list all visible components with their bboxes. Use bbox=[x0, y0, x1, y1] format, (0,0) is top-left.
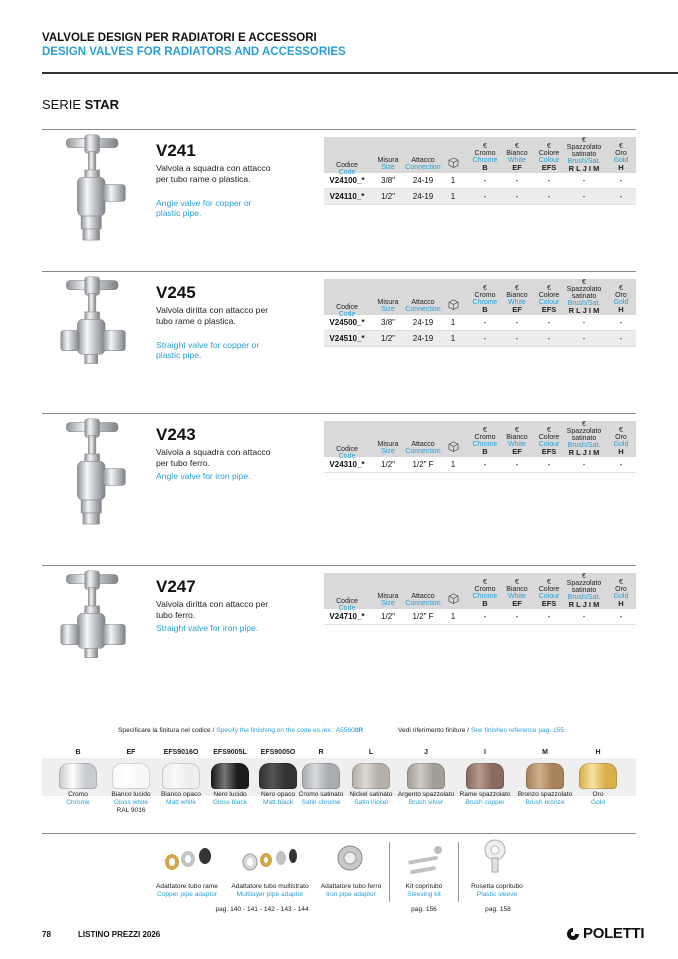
series-name: STAR bbox=[84, 97, 120, 112]
table-header-white-it: Bianco bbox=[506, 586, 528, 593]
page-number: 78 bbox=[42, 930, 51, 939]
table-header-euro: € bbox=[547, 285, 551, 292]
table-header-code-it: Codice bbox=[336, 162, 358, 169]
table-header-size-it: Misura bbox=[377, 299, 399, 306]
finish-name-en: Satin chrome bbox=[301, 799, 341, 806]
finish-code: EFS9005O bbox=[260, 749, 296, 756]
table-header-chrome-it: Cromo bbox=[474, 586, 496, 593]
finish-cap-swatch bbox=[162, 763, 200, 789]
table-header-colour-it: Colore bbox=[538, 292, 560, 299]
valve-product-image bbox=[54, 275, 134, 395]
table-header-code-en: Code bbox=[338, 453, 356, 460]
cell-code: V24510_* bbox=[329, 334, 365, 343]
plastic-sleeve-page-ref: pag. 158 bbox=[485, 906, 511, 913]
section-divider bbox=[42, 413, 636, 414]
table-header-chrome-it: Cromo bbox=[474, 292, 496, 299]
price-table bbox=[324, 573, 636, 625]
cell-b: - bbox=[483, 176, 487, 185]
table-header-euro: € bbox=[483, 427, 487, 434]
table-header-conn-en: Connection bbox=[405, 164, 441, 171]
table-header-brush-code: R L J I M bbox=[568, 306, 600, 315]
cell-efs: - bbox=[547, 612, 551, 621]
finish-name-en: Satin nickel bbox=[354, 799, 388, 806]
package-quantity-icon bbox=[448, 157, 459, 168]
table-row bbox=[324, 189, 636, 205]
accessory-sleeving-kit: Kit copritubo Sleeving kit bbox=[405, 883, 443, 898]
table-header-gold-en: Gold bbox=[613, 299, 629, 306]
package-quantity-icon bbox=[448, 299, 459, 310]
table-header-chrome-code: B bbox=[482, 163, 488, 172]
table-header-size-en: Size bbox=[381, 164, 395, 171]
finish-name-it: Bianco opaco bbox=[161, 791, 201, 798]
table-header-colour-it: Colore bbox=[538, 586, 560, 593]
plastic-sleeve-image bbox=[480, 838, 510, 874]
cell-ef: - bbox=[515, 612, 519, 621]
table-header-gold-code: H bbox=[618, 447, 624, 456]
table-header-colour-code: EFS bbox=[541, 163, 557, 172]
table-header-euro: € bbox=[483, 579, 487, 586]
product-section-v241 bbox=[42, 133, 636, 273]
table-header-white-code: EF bbox=[512, 447, 522, 456]
table-header-white-en: White bbox=[508, 441, 526, 448]
finish-note-it: Specificare la finitura nel codice / bbox=[118, 727, 215, 734]
table-header-euro: € bbox=[515, 579, 519, 586]
cell-b: - bbox=[483, 318, 487, 327]
cell-size: 1/2" bbox=[381, 612, 395, 621]
product-description-en: Straight valve for copper or plastic pipe. bbox=[156, 339, 260, 360]
table-header-brush-it2: satinato bbox=[571, 435, 597, 442]
product-section-v247 bbox=[42, 569, 636, 709]
table-header-brush-en: Brush/Sat. bbox=[567, 594, 601, 601]
cell-conn: 1/2" F bbox=[412, 460, 434, 469]
table-header-euro: € bbox=[515, 143, 519, 150]
table-header-white-code: EF bbox=[512, 163, 522, 172]
series-prefix: SERIE bbox=[42, 97, 82, 112]
cell-rljim: - bbox=[582, 176, 586, 185]
table-header-brush-it2: satinato bbox=[571, 587, 597, 594]
table-header-size-it: Misura bbox=[377, 441, 399, 448]
iron-adaptor-image bbox=[330, 844, 370, 874]
product-description-en: Angle valve for copper or plastic pipe. bbox=[156, 197, 252, 218]
table-header-euro: € bbox=[515, 285, 519, 292]
cell-code: V24710_* bbox=[329, 612, 365, 621]
sleeving-kit-image bbox=[404, 844, 444, 874]
valve-product-image bbox=[54, 417, 134, 537]
table-header-white-en: White bbox=[508, 593, 526, 600]
table-header-euro: € bbox=[582, 421, 586, 428]
table-header-conn-en: Connection bbox=[405, 306, 441, 313]
cell-code: V24500_* bbox=[329, 318, 365, 327]
accessories-divider bbox=[42, 833, 636, 834]
finish-name-en: Gold bbox=[591, 799, 605, 806]
accessory-copper-adaptor: Adattatore tubo rame Copper pipe adaptor bbox=[156, 883, 218, 898]
finish-ral-code: RAL 9016 bbox=[116, 807, 146, 814]
finish-name-it: Rame spazzolato bbox=[459, 791, 511, 798]
table-header-euro: € bbox=[582, 573, 586, 580]
table-header-size-en: Size bbox=[381, 448, 395, 455]
table-header-brush-code: R L J I M bbox=[568, 600, 600, 609]
valve-product-image bbox=[54, 133, 134, 253]
finish-name-it: Bianco lucido bbox=[111, 791, 151, 798]
cell-qty: 1 bbox=[450, 318, 456, 327]
table-header-colour-en: Colour bbox=[538, 441, 560, 448]
finish-code: J bbox=[424, 749, 428, 756]
cell-code: V24110_* bbox=[329, 192, 365, 201]
price-table bbox=[324, 137, 636, 205]
finish-name-en: Brush bronze bbox=[525, 799, 565, 806]
cell-conn: 24-19 bbox=[412, 192, 434, 201]
cell-size: 3/8" bbox=[381, 318, 395, 327]
price-table-header bbox=[324, 137, 636, 176]
section-divider bbox=[42, 271, 636, 272]
table-row bbox=[324, 173, 636, 189]
table-header-colour-it: Colore bbox=[538, 434, 560, 441]
finish-cap-swatch bbox=[526, 763, 564, 789]
cell-efs: - bbox=[547, 176, 551, 185]
cell-h: - bbox=[619, 318, 623, 327]
cell-qty: 1 bbox=[450, 460, 456, 469]
cell-ef: - bbox=[515, 334, 519, 343]
finish-note bbox=[118, 727, 363, 734]
valve-product-image bbox=[54, 569, 134, 689]
product-code: V243 bbox=[156, 425, 196, 444]
cell-rljim: - bbox=[582, 460, 586, 469]
finish-cap-swatch bbox=[579, 763, 617, 789]
table-header-colour-en: Colour bbox=[538, 299, 560, 306]
series-title bbox=[42, 97, 119, 112]
finish-code: L bbox=[368, 749, 374, 756]
table-header-conn-en: Connection bbox=[405, 448, 441, 455]
cell-rljim: - bbox=[582, 612, 586, 621]
table-header-brush-it1: Spazzolato bbox=[566, 428, 602, 435]
table-header-brush-en: Brush/Sat. bbox=[567, 442, 601, 449]
package-quantity-icon bbox=[448, 593, 459, 604]
table-header-white-en: White bbox=[508, 157, 526, 164]
table-header-white-it: Bianco bbox=[506, 292, 528, 299]
table-header-chrome-en: Chrome bbox=[472, 441, 498, 448]
finish-code: R bbox=[318, 749, 324, 756]
accessory-plastic-sleeve: Rosetta copritubo Plastic sleeve bbox=[471, 883, 523, 898]
table-header-euro: € bbox=[483, 143, 487, 150]
table-header-colour-en: Colour bbox=[538, 593, 560, 600]
table-header-chrome-it: Cromo bbox=[474, 150, 496, 157]
table-header-white-it: Bianco bbox=[506, 434, 528, 441]
table-header-chrome-it: Cromo bbox=[474, 434, 496, 441]
price-table-header bbox=[324, 279, 636, 318]
accessory-separator bbox=[458, 842, 459, 902]
table-header-colour-it: Colore bbox=[538, 150, 560, 157]
finish-name-en: Gloss white bbox=[113, 799, 149, 806]
table-header-size-it: Misura bbox=[377, 593, 399, 600]
finish-code: EF bbox=[126, 749, 136, 756]
table-header-code-it: Codice bbox=[336, 304, 358, 311]
table-header-chrome-code: B bbox=[482, 599, 488, 608]
table-header-code-it: Codice bbox=[336, 446, 358, 453]
product-description-it: Valvola diritta con attacco per tubo rame o plastica. bbox=[156, 305, 269, 326]
cell-b: - bbox=[483, 192, 487, 201]
finish-reference-en: See finishes reference pag. 155 bbox=[470, 727, 565, 734]
cell-code: V24310_* bbox=[329, 460, 365, 469]
header-title-it: VALVOLE DESIGN PER RADIATORI E ACCESSORI bbox=[42, 32, 317, 44]
price-table-header bbox=[324, 421, 636, 460]
cell-ef: - bbox=[515, 460, 519, 469]
table-header-euro: € bbox=[619, 579, 623, 586]
product-description-en: Straight valve for iron pipe. bbox=[156, 623, 259, 633]
finish-cap-swatch bbox=[59, 763, 97, 789]
product-description-it: Valvola diritta con attacco per tubo ferro. bbox=[156, 599, 269, 620]
cell-h: - bbox=[619, 176, 623, 185]
cell-h: - bbox=[619, 460, 623, 469]
table-row bbox=[324, 315, 636, 331]
product-description-it: Valvola a squadra con attacco per tubo rame o plastica. bbox=[156, 163, 271, 184]
finish-cap-swatch bbox=[112, 763, 150, 789]
cell-b: - bbox=[483, 612, 487, 621]
cell-size: 1/2" bbox=[381, 334, 395, 343]
sleeving-kit-page-ref: pag. 156 bbox=[411, 906, 437, 913]
table-header-size-en: Size bbox=[381, 306, 395, 313]
table-row bbox=[324, 457, 636, 473]
table-header-chrome-en: Chrome bbox=[472, 299, 498, 306]
table-row bbox=[324, 331, 636, 347]
table-header-euro: € bbox=[515, 427, 519, 434]
adaptors-page-ref: pag. 140 - 141 - 142 - 143 - 144 bbox=[215, 906, 309, 913]
cell-qty: 1 bbox=[450, 334, 456, 343]
table-header-conn-it: Attacco bbox=[411, 157, 435, 164]
finish-name-it: Argento spazzolato bbox=[397, 791, 455, 798]
accessory-iron-adaptor: Adattatore tubo ferro Iron pipe adaptor bbox=[320, 883, 382, 898]
brand-logo-icon bbox=[566, 927, 580, 941]
finish-cap-swatch bbox=[211, 763, 249, 789]
finish-name-en: Chrome bbox=[66, 799, 90, 806]
table-header-brush-en: Brush/Sat. bbox=[567, 158, 601, 165]
table-header-euro: € bbox=[547, 143, 551, 150]
table-header-brush-it2: satinato bbox=[571, 293, 597, 300]
product-section-v245 bbox=[42, 275, 636, 415]
header-title-en: DESIGN VALVES FOR RADIATORS AND ACCESSORIES bbox=[42, 46, 346, 58]
product-description-it: Valvola a squadra con attacco per tubo ferro. bbox=[156, 447, 271, 468]
table-header-gold-code: H bbox=[618, 163, 624, 172]
cell-efs: - bbox=[547, 460, 551, 469]
finish-cap-swatch bbox=[302, 763, 340, 789]
cell-size: 1/2" bbox=[381, 460, 395, 469]
package-quantity-icon bbox=[448, 441, 459, 452]
finish-label bbox=[566, 791, 630, 807]
finish-label bbox=[453, 791, 517, 807]
table-header-gold-code: H bbox=[618, 599, 624, 608]
header-divider bbox=[42, 72, 678, 74]
table-header-euro: € bbox=[582, 279, 586, 286]
table-header-gold-en: Gold bbox=[613, 157, 629, 164]
table-header-euro: € bbox=[619, 427, 623, 434]
table-header-conn-en: Connection bbox=[405, 600, 441, 607]
table-header-gold-code: H bbox=[618, 305, 624, 314]
footer-title: LISTINO PREZZI 2026 bbox=[78, 930, 161, 939]
cell-rljim: - bbox=[582, 318, 586, 327]
price-table-header bbox=[324, 573, 636, 612]
finish-reference bbox=[398, 727, 564, 734]
table-header-size-en: Size bbox=[381, 600, 395, 607]
table-header-colour-code: EFS bbox=[541, 599, 557, 608]
table-header-colour-code: EFS bbox=[541, 305, 557, 314]
product-section-v243 bbox=[42, 417, 636, 557]
cell-efs: - bbox=[547, 192, 551, 201]
cell-ef: - bbox=[515, 192, 519, 201]
product-code: V247 bbox=[156, 577, 196, 596]
finish-code: I bbox=[484, 749, 486, 756]
finish-cap-swatch bbox=[259, 763, 297, 789]
table-header-white-code: EF bbox=[512, 599, 522, 608]
table-header-gold-it: Oro bbox=[615, 292, 627, 299]
table-header-white-code: EF bbox=[512, 305, 522, 314]
cell-code: V24100_* bbox=[329, 176, 365, 185]
finish-name-en: Brush copper bbox=[465, 799, 505, 806]
product-description-en: Angle valve for iron pipe. bbox=[156, 471, 251, 481]
table-header-gold-it: Oro bbox=[615, 434, 627, 441]
finish-cap-swatch bbox=[352, 763, 390, 789]
table-header-code-en: Code bbox=[338, 169, 356, 176]
cell-rljim: - bbox=[582, 334, 586, 343]
cell-conn: 24-19 bbox=[412, 318, 434, 327]
cell-ef: - bbox=[515, 176, 519, 185]
table-header-conn-it: Attacco bbox=[411, 593, 435, 600]
table-header-euro: € bbox=[483, 285, 487, 292]
table-header-brush-code: R L J I M bbox=[568, 164, 600, 173]
cell-size: 3/8" bbox=[381, 176, 395, 185]
table-header-gold-en: Gold bbox=[613, 593, 629, 600]
accessory-multilayer-adaptor: Adattatore tubo multistrato Multilayer pipe adaptor bbox=[231, 883, 309, 898]
finish-name-it: Cromo bbox=[68, 791, 88, 798]
finish-reference-it: Vedi riferimento finiture / bbox=[398, 727, 470, 734]
section-divider bbox=[42, 129, 636, 130]
finish-label bbox=[394, 791, 458, 807]
table-header-chrome-code: B bbox=[482, 305, 488, 314]
table-header-brush-it2: satinato bbox=[571, 151, 597, 158]
table-header-euro: € bbox=[547, 579, 551, 586]
finish-note-en: Specify the finishing on the code es./ex.: A5560 bbox=[216, 727, 355, 734]
cell-qty: 1 bbox=[450, 612, 456, 621]
table-header-brush-it1: Spazzolato bbox=[566, 286, 602, 293]
cell-conn: 24-19 bbox=[412, 334, 434, 343]
table-header-chrome-en: Chrome bbox=[472, 157, 498, 164]
table-header-gold-it: Oro bbox=[615, 586, 627, 593]
finish-name-en: Brush silver bbox=[408, 799, 444, 806]
finish-name-it: Oro bbox=[592, 791, 604, 798]
finish-name-it: Nickel satinato bbox=[349, 791, 393, 798]
table-header-euro: € bbox=[619, 143, 623, 150]
table-header-gold-it: Oro bbox=[615, 150, 627, 157]
cell-qty: 1 bbox=[450, 192, 456, 201]
product-code: V241 bbox=[156, 141, 196, 160]
table-header-code-en: Code bbox=[338, 605, 356, 612]
finish-code: B bbox=[75, 749, 81, 756]
table-header-gold-en: Gold bbox=[613, 441, 629, 448]
price-table bbox=[324, 421, 636, 473]
finish-name-it: Nero opaco bbox=[260, 791, 296, 798]
finish-name-en: Matt white bbox=[165, 799, 197, 806]
copper-adaptor-image bbox=[160, 844, 218, 874]
cell-h: - bbox=[619, 612, 623, 621]
table-header-conn-it: Attacco bbox=[411, 299, 435, 306]
brand-name: POLETTI bbox=[583, 925, 645, 942]
finish-name-it: Cromo satinato bbox=[298, 791, 344, 798]
cell-conn: 1/2" F bbox=[412, 612, 434, 621]
finish-cap-swatch bbox=[466, 763, 504, 789]
finish-name-en: Gloss black bbox=[212, 799, 248, 806]
table-header-chrome-en: Chrome bbox=[472, 593, 498, 600]
cell-efs: - bbox=[547, 334, 551, 343]
table-header-euro: € bbox=[547, 427, 551, 434]
table-header-brush-code: R L J I M bbox=[568, 448, 600, 457]
cell-size: 1/2" bbox=[381, 192, 395, 201]
table-header-colour-en: Colour bbox=[538, 157, 560, 164]
brand-logo bbox=[566, 925, 644, 942]
finish-code: H bbox=[595, 749, 601, 756]
finish-code: EFS9016O bbox=[163, 749, 199, 756]
table-header-white-it: Bianco bbox=[506, 150, 528, 157]
table-header-brush-en: Brush/Sat. bbox=[567, 300, 601, 307]
table-row bbox=[324, 609, 636, 625]
price-table bbox=[324, 279, 636, 347]
finish-name-en: Matt black bbox=[262, 799, 294, 806]
table-header-euro: € bbox=[619, 285, 623, 292]
accessory-separator bbox=[389, 842, 390, 902]
finish-name-it: Bronzo spazzolato bbox=[517, 791, 573, 798]
table-header-code-it: Codice bbox=[336, 598, 358, 605]
cell-conn: 24-19 bbox=[412, 176, 434, 185]
section-divider bbox=[42, 565, 636, 566]
cell-rljim: - bbox=[582, 192, 586, 201]
product-code: V245 bbox=[156, 283, 196, 302]
finish-cap-swatch bbox=[407, 763, 445, 789]
finish-name-it: Nero lucido bbox=[213, 791, 247, 798]
table-header-colour-code: EFS bbox=[541, 447, 557, 456]
finish-code: EFS9005L bbox=[213, 749, 247, 756]
multilayer-adaptor-image bbox=[238, 844, 300, 874]
cell-ef: - bbox=[515, 318, 519, 327]
table-header-size-it: Misura bbox=[377, 157, 399, 164]
cell-b: - bbox=[483, 334, 487, 343]
table-header-euro: € bbox=[582, 137, 586, 144]
table-header-chrome-code: B bbox=[482, 447, 488, 456]
table-header-brush-it1: Spazzolato bbox=[566, 144, 602, 151]
cell-b: - bbox=[483, 460, 487, 469]
table-header-code-en: Code bbox=[338, 311, 356, 318]
finish-code: M bbox=[542, 749, 548, 756]
cell-h: - bbox=[619, 334, 623, 343]
finish-note-example-suffix: 0R bbox=[354, 727, 364, 734]
cell-qty: 1 bbox=[450, 176, 456, 185]
table-header-conn-it: Attacco bbox=[411, 441, 435, 448]
table-header-white-en: White bbox=[508, 299, 526, 306]
table-header-brush-it1: Spazzolato bbox=[566, 580, 602, 587]
cell-efs: - bbox=[547, 318, 551, 327]
cell-h: - bbox=[619, 192, 623, 201]
